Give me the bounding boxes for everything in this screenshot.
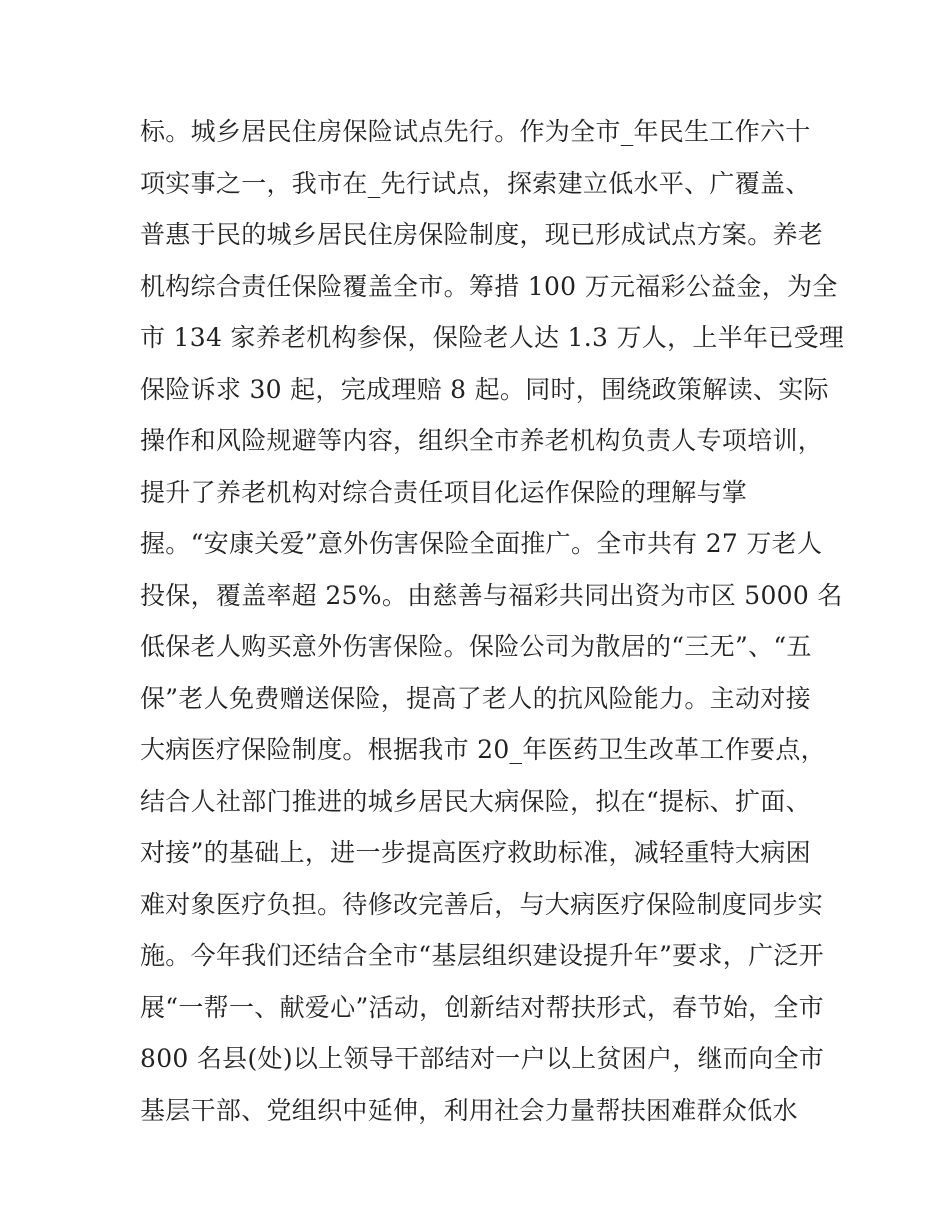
text-line: 800 名县(处)以上领导干部结对一户以上贫困户，继而向全市 xyxy=(140,1044,825,1073)
text-line: 市 134 家养老机构参保，保险老人达 1.3 万人，上半年已受理 xyxy=(140,323,845,352)
text-line: 施。今年我们还结合全市“基层组织建设提升年”要求，广泛开 xyxy=(140,941,824,970)
text-line: 提升了养老机构对综合责任项目化运作保险的理解与掌 xyxy=(140,477,748,507)
text-line: 项实事之一，我市在_先行试点，探索建立低水平、广覆盖、 xyxy=(140,168,811,198)
text-line: 握。“安康关爱”意外伤害保险全面推广。全市共有 27 万老人 xyxy=(140,529,823,558)
text-line: 保险诉求 30 起，完成理赔 8 起。同时，围绕政策解读、实际 xyxy=(140,374,829,404)
text-line: 大病医疗保险制度。根据我市 20_年医药卫生改革工作要点， xyxy=(140,735,826,764)
text-line: 基层干部、党组织中延伸，利用社会力量帮扶困难群众低水 xyxy=(140,1095,798,1125)
text-line: 保”老人免费赠送保险，提高了老人的抗风险能力。主动对接 xyxy=(140,683,811,713)
text-line: 普惠于民的城乡居民住房保险制度，现已形成试点方案。养老 xyxy=(140,220,824,249)
text-line: 机构综合责任保险覆盖全市。筹措 100 万元福彩公益金，为全 xyxy=(140,271,838,301)
text-line: 操作和风险规避等内容，组织全市养老机构负责人专项培训， xyxy=(140,426,824,455)
text-line: 低保老人购买意外伤害保险。保险公司为散居的“三无”、“五 xyxy=(140,632,812,661)
text-line: 投保，覆盖率超 25%。由慈善与福彩共同出资为市区 5000 名 xyxy=(140,580,843,610)
text-line: 难对象医疗负担。待修改完善后，与大病医疗保险制度同步实 xyxy=(140,889,824,919)
text-line: 对接”的基础上，进一步提高医疗救助标准，减轻重特大病困 xyxy=(140,838,811,867)
text-line: 结合人社部门推进的城乡居民大病保险，拟在“提标、扩面、 xyxy=(140,786,811,816)
text-line: 标。城乡居民住房保险试点先行。作为全市_年民生工作六十 xyxy=(140,117,811,146)
text-line: 展“一帮一、献爱心”活动，创新结对帮扶形式，春节始，全市 xyxy=(140,992,824,1022)
document-body-text xyxy=(140,106,845,1136)
